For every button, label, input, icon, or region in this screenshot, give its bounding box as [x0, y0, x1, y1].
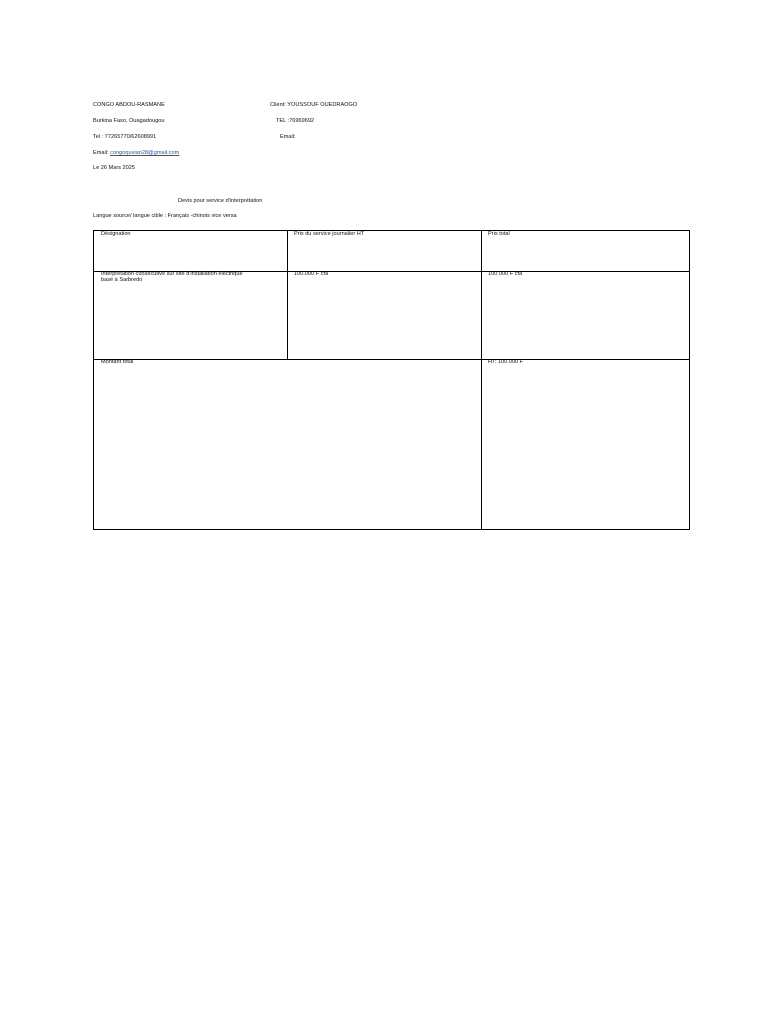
client-name: Client: YOUSSOUF OUEDRAOGO — [270, 102, 358, 108]
header-unit-price: Prix du service journalier HT — [294, 231, 365, 236]
sender-address: Burkina Faso, Ouagadougou — [93, 118, 165, 124]
service-unit-price: 100.000 F cfa — [294, 271, 329, 277]
service-designation-line1: Interprétation consécutive sur site d'installation électrique — [101, 271, 243, 277]
client-tel: TEL :76969692 — [276, 118, 315, 124]
sender-email-line — [93, 150, 179, 157]
sender-email-label: Email: — [93, 150, 109, 156]
document-title: Devis pour service d'interprétation — [178, 198, 263, 204]
service-designation — [101, 271, 243, 283]
total-label: Montant total — [101, 359, 134, 364]
sender-name: CONGO ABDOU-RASMANE — [93, 102, 165, 108]
header-designation: Désignation — [101, 231, 131, 236]
sender-email-link[interactable]: congoquvian28@gmail.com — [110, 150, 180, 156]
language-pair: Langue source/ langue cible : Français -chinois vice versa — [93, 213, 237, 219]
client-email: Email: — [280, 134, 296, 140]
service-designation-line2: basé à Sarbredo — [101, 277, 143, 283]
document-date: Le 26 Mars 2025 — [93, 165, 135, 171]
table-divider-h2 — [94, 359, 689, 360]
sender-tel: Tel : 77265770/62608991 — [93, 134, 157, 140]
header-total-price: Prix total — [488, 231, 510, 236]
table-divider-v2 — [481, 231, 482, 529]
quote-table — [93, 230, 690, 530]
total-value: HT: 100.000 F — [488, 359, 524, 364]
table-divider-v1 — [287, 231, 288, 359]
service-total-price: 100 000 F cfa — [488, 271, 523, 277]
